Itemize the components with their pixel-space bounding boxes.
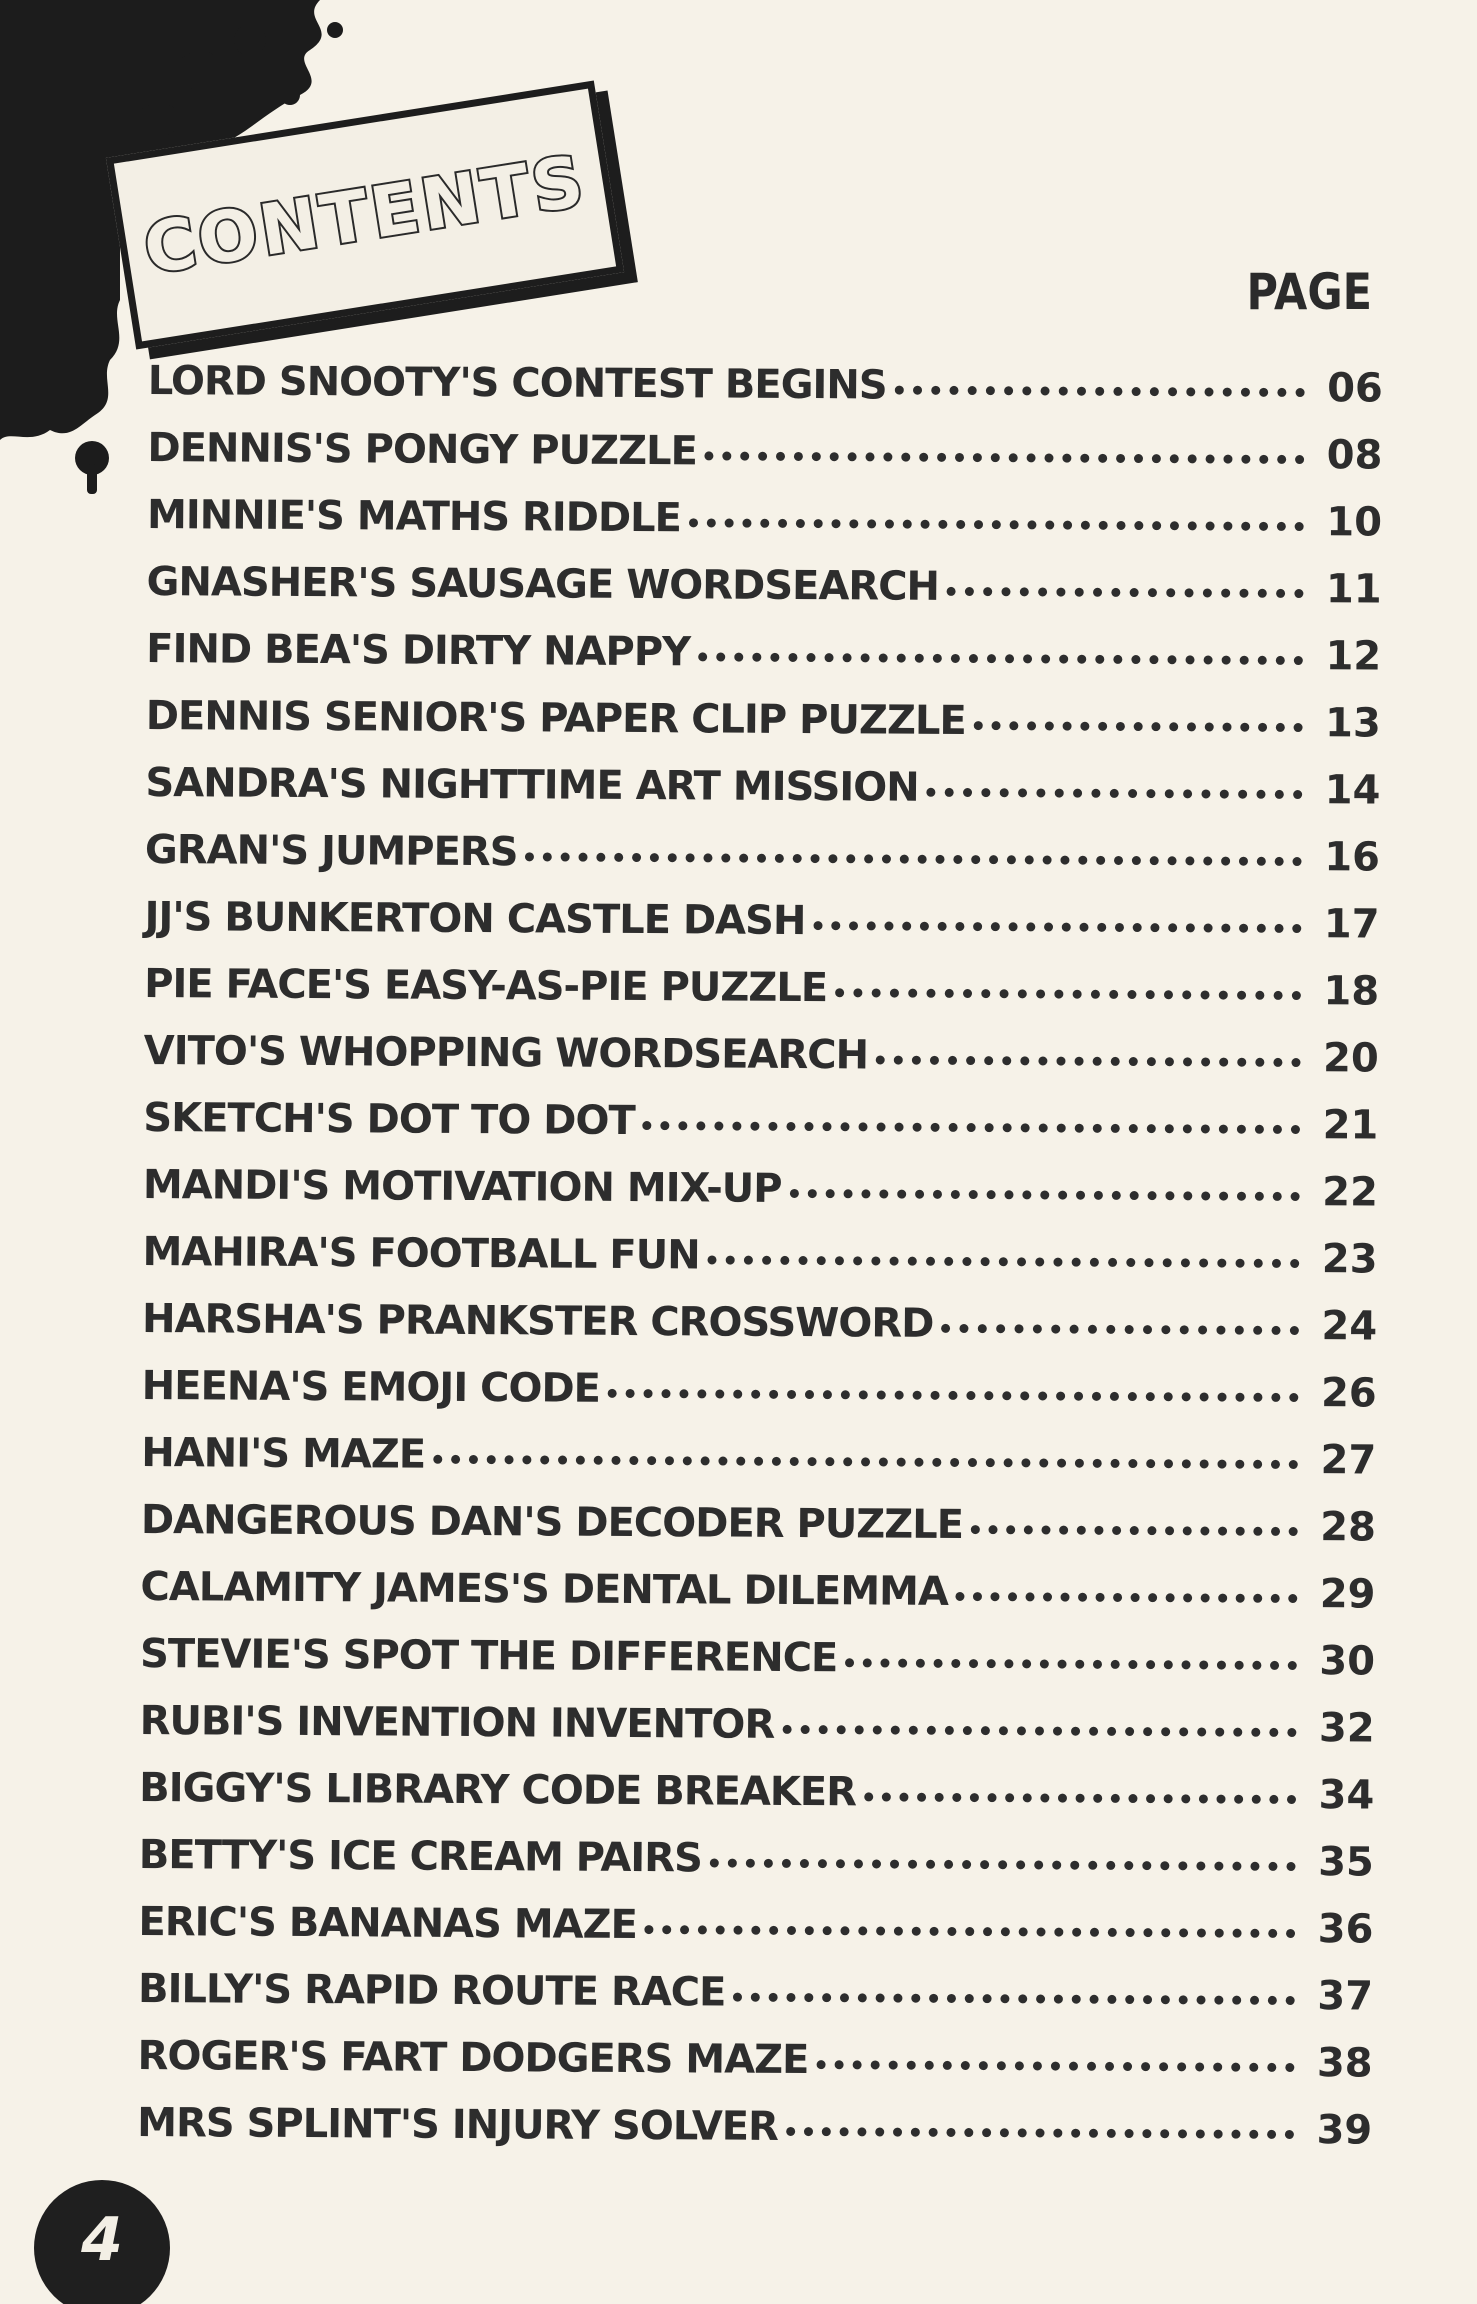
toc-entry[interactable] bbox=[138, 1966, 1373, 2041]
toc-entry[interactable] bbox=[144, 961, 1379, 1036]
dot-leader bbox=[689, 518, 1304, 531]
toc-entry[interactable] bbox=[145, 827, 1380, 902]
toc-entry-page: 18 bbox=[1323, 968, 1380, 1015]
toc-entry-title: MINNIE'S MATHS RIDDLE bbox=[146, 491, 682, 542]
toc-entry[interactable] bbox=[144, 894, 1379, 969]
toc-entry[interactable] bbox=[147, 425, 1382, 500]
toc-entry-title: STEVIE'S SPOT THE DIFFERENCE bbox=[139, 1630, 838, 1682]
dot-leader bbox=[813, 921, 1301, 933]
toc-entry[interactable] bbox=[139, 1832, 1374, 1907]
toc-entry-title: MRS SPLINT'S INJURY SOLVER bbox=[137, 2099, 779, 2150]
toc-entry-page: 08 bbox=[1326, 432, 1383, 479]
dot-leader bbox=[645, 1925, 1296, 1938]
toc-entry[interactable] bbox=[141, 1363, 1376, 1438]
dot-leader bbox=[845, 1658, 1297, 1670]
toc-entry-page: 27 bbox=[1320, 1437, 1377, 1484]
dot-leader bbox=[525, 852, 1302, 866]
toc-entry-title: HEENA'S EMOJI CODE bbox=[141, 1362, 601, 1412]
toc-entry-page: 28 bbox=[1320, 1504, 1377, 1551]
toc-entry-page: 20 bbox=[1322, 1035, 1379, 1082]
toc-entry-title: FIND BEA'S DIRTY NAPPY bbox=[146, 625, 691, 676]
dot-leader bbox=[927, 788, 1303, 799]
toc-entry-title: CALAMITY JAMES'S DENTAL DILEMMA bbox=[140, 1563, 949, 1615]
toc-entry-page: 11 bbox=[1325, 566, 1382, 613]
toc-entry-page: 13 bbox=[1324, 700, 1381, 747]
toc-entry[interactable] bbox=[139, 1698, 1374, 1773]
toc-entry-title: SKETCH'S DOT TO DOT bbox=[143, 1094, 635, 1144]
dot-leader bbox=[786, 2127, 1294, 2139]
toc-entry-page: 21 bbox=[1322, 1102, 1379, 1149]
toc-entry-page: 23 bbox=[1321, 1236, 1378, 1283]
toc-entry-title: HARSHA'S PRANKSTER CROSSWORD bbox=[141, 1295, 934, 1347]
toc-entry-page: 24 bbox=[1321, 1303, 1378, 1350]
toc-entry[interactable] bbox=[143, 1162, 1378, 1237]
toc-entry-page: 30 bbox=[1319, 1638, 1376, 1685]
dot-leader bbox=[698, 652, 1303, 665]
toc-entry-title: PIE FACE'S EASY-AS-PIE PUZZLE bbox=[144, 960, 828, 1012]
toc-entry-title: ROGER'S FART DODGERS MAZE bbox=[137, 2032, 809, 2084]
dot-leader bbox=[895, 386, 1305, 398]
dot-leader bbox=[835, 988, 1301, 1000]
toc-entry-page: 36 bbox=[1317, 1906, 1374, 1953]
table-of-contents bbox=[137, 358, 1383, 2176]
toc-entry-title: BETTY'S ICE CREAM PAIRS bbox=[138, 1831, 702, 1882]
toc-entry[interactable] bbox=[137, 2033, 1372, 2108]
toc-entry[interactable] bbox=[140, 1631, 1375, 1706]
toc-entry[interactable] bbox=[146, 559, 1381, 634]
dot-leader bbox=[876, 1055, 1301, 1067]
toc-entry-title: BILLY'S RAPID ROUTE RACE bbox=[137, 1965, 726, 2016]
bullet-pin-icon bbox=[70, 440, 114, 496]
toc-entry-page: 39 bbox=[1316, 2107, 1373, 2154]
toc-entry-page: 22 bbox=[1322, 1169, 1379, 1216]
toc-entry-page: 14 bbox=[1324, 767, 1381, 814]
toc-entry-title: DENNIS SENIOR'S PAPER CLIP PUZZLE bbox=[145, 692, 966, 745]
dot-leader bbox=[710, 1858, 1296, 1871]
toc-entry-title: LORD SNOOTY'S CONTEST BEGINS bbox=[147, 358, 887, 409]
toc-entry-title: JJ'S BUNKERTON CASTLE DASH bbox=[144, 893, 806, 945]
toc-entry-title: GNASHER'S SAUSAGE WORDSEARCH bbox=[146, 558, 940, 610]
dot-leader bbox=[433, 1455, 1298, 1469]
toc-entry-page: 26 bbox=[1320, 1370, 1377, 1417]
dot-leader bbox=[956, 1592, 1298, 1603]
dot-leader bbox=[971, 1525, 1298, 1536]
toc-entry[interactable] bbox=[142, 1296, 1377, 1371]
toc-entry[interactable] bbox=[141, 1497, 1376, 1572]
toc-entry[interactable] bbox=[146, 626, 1381, 701]
dot-leader bbox=[941, 1324, 1299, 1335]
toc-entry[interactable] bbox=[137, 2100, 1372, 2175]
toc-entry-page: 34 bbox=[1318, 1772, 1375, 1819]
toc-entry[interactable] bbox=[147, 492, 1382, 567]
toc-entry-title: DENNIS'S PONGY PUZZLE bbox=[147, 424, 698, 475]
dot-leader bbox=[608, 1389, 1299, 1402]
dot-leader bbox=[816, 2060, 1294, 2072]
toc-entry-page: 37 bbox=[1317, 1973, 1374, 2020]
toc-entry-page: 38 bbox=[1316, 2040, 1373, 2087]
page-column-header: PAGE bbox=[1246, 263, 1372, 321]
dot-leader bbox=[974, 721, 1303, 732]
toc-entry-page: 12 bbox=[1325, 633, 1382, 680]
page-number-badge bbox=[34, 2180, 170, 2304]
dot-leader bbox=[705, 451, 1305, 464]
contents-title: CONTENTS bbox=[138, 139, 592, 291]
toc-entry[interactable] bbox=[140, 1564, 1375, 1639]
toc-entry-title: RUBI'S INVENTION INVENTOR bbox=[139, 1697, 775, 1748]
toc-entry-title: MANDI'S MOTIVATION MIX-UP bbox=[142, 1161, 782, 1212]
toc-entry-page: 16 bbox=[1324, 834, 1381, 881]
page-number: 4 bbox=[81, 2205, 123, 2275]
toc-entry-title: MAHIRA'S FOOTBALL FUN bbox=[142, 1228, 700, 1279]
toc-entry[interactable] bbox=[143, 1095, 1378, 1170]
dot-leader bbox=[708, 1255, 1300, 1268]
dot-leader bbox=[947, 587, 1304, 598]
toc-entry-title: GRAN'S JUMPERS bbox=[144, 826, 518, 876]
toc-entry-title: VITO'S WHOPPING WORDSEARCH bbox=[143, 1027, 869, 1079]
toc-entry[interactable] bbox=[141, 1430, 1376, 1505]
toc-entry[interactable] bbox=[146, 693, 1381, 768]
toc-entry-title: ERIC'S BANANAS MAZE bbox=[138, 1898, 638, 1949]
toc-entry-title: HANI'S MAZE bbox=[141, 1429, 426, 1478]
toc-entry[interactable] bbox=[143, 1028, 1378, 1103]
toc-entry-title: BIGGY'S LIBRARY CODE BREAKER bbox=[139, 1764, 857, 1816]
dot-leader bbox=[864, 1792, 1296, 1804]
toc-entry[interactable] bbox=[139, 1765, 1374, 1840]
toc-entry-page: 10 bbox=[1326, 499, 1383, 546]
toc-entry[interactable] bbox=[145, 760, 1380, 835]
toc-entry[interactable] bbox=[142, 1229, 1377, 1304]
toc-entry-page: 17 bbox=[1323, 901, 1380, 948]
toc-entry-page: 06 bbox=[1327, 365, 1383, 412]
toc-entry-title: SANDRA'S NIGHTTIME ART MISSION bbox=[145, 759, 919, 811]
toc-entry[interactable] bbox=[148, 358, 1383, 433]
dot-leader bbox=[733, 1993, 1295, 2005]
dot-leader bbox=[643, 1121, 1301, 1134]
dot-leader bbox=[790, 1189, 1300, 1201]
toc-entry-page: 29 bbox=[1319, 1571, 1376, 1618]
dot-leader bbox=[782, 1725, 1297, 1737]
toc-entry-page: 32 bbox=[1318, 1705, 1375, 1752]
toc-entry-title: DANGEROUS DAN'S DECODER PUZZLE bbox=[140, 1496, 964, 1549]
toc-entry-page: 35 bbox=[1318, 1839, 1374, 1886]
toc-entry[interactable] bbox=[138, 1899, 1373, 1974]
